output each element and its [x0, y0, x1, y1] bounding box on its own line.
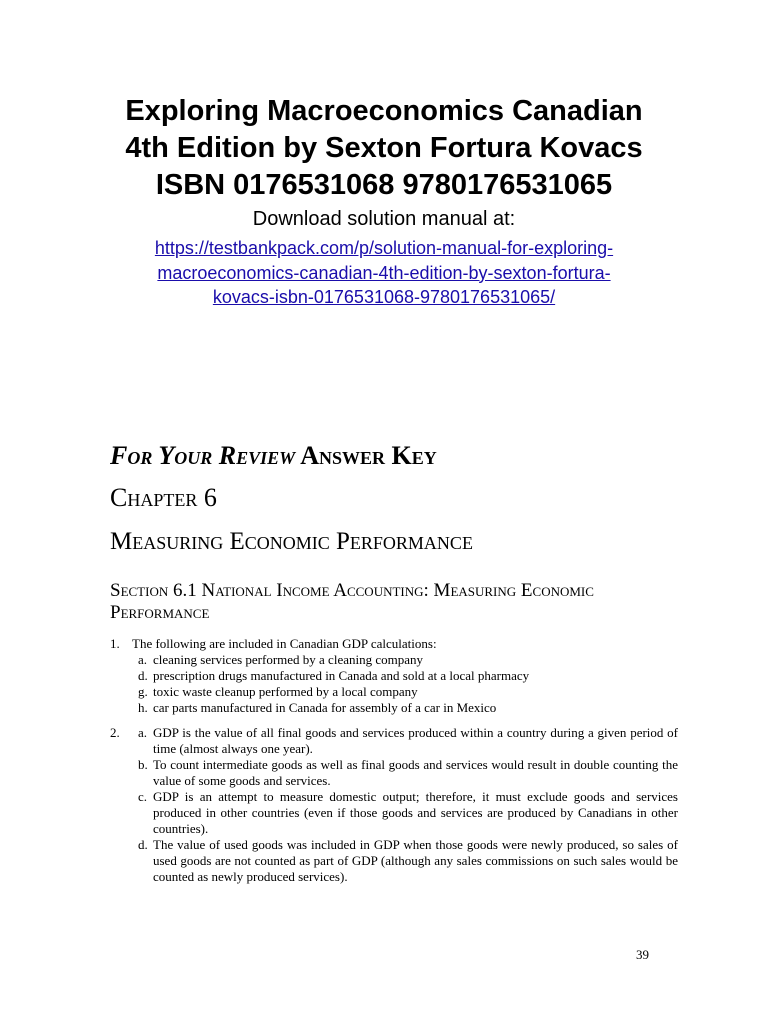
document-title [60, 93, 708, 204]
item-text: GDP is an attempt to measure domestic output; therefore, it must exclude goods and services produced in other countries (even if those goods and services are produced by Canadians in other countries). [153, 789, 678, 836]
item-text: cleaning services performed by a cleaning company [153, 652, 423, 667]
title-line: ISBN 0176531068 9780176531065 [155, 169, 613, 201]
review-heading [110, 440, 437, 472]
review-heading-italic: For Your Review [110, 441, 296, 470]
link-line[interactable]: https://testbankpack.com/p/solution-manual-for-exploring- [154, 238, 614, 258]
question-2 [110, 725, 678, 885]
item-text: toxic waste cleanup performed by a local company [153, 684, 418, 699]
item-letter: a. [138, 652, 148, 667]
question-number: 1. [110, 636, 120, 651]
answer-item [110, 789, 678, 837]
item-text: car parts manufactured in Canada for assembly of a car in Mexico [153, 700, 497, 715]
item-text: GDP is the value of all final goods and services produced within a country during a given period of time (almost always one year). [153, 725, 678, 756]
list-item [138, 668, 680, 684]
list-item [138, 652, 680, 668]
question-number: 2. [110, 725, 120, 740]
title-line: 4th Edition by Sexton Fortura Kovacs [125, 132, 643, 164]
solution-manual-link[interactable] [40, 236, 728, 310]
item-letter: c. [138, 789, 148, 804]
item-letter: h. [138, 700, 148, 715]
link-line[interactable]: macroeconomics-canadian-4th-edition-by-sexton-fortura- [157, 262, 611, 283]
answer-item [110, 757, 678, 789]
list-item [138, 684, 680, 700]
answer-item [110, 725, 678, 757]
title-line: Exploring Macroeconomics Canadian [125, 95, 643, 127]
question-text: The following are included in Canadian GDP calculations: [132, 636, 437, 651]
item-text: prescription drugs manufactured in Canada and sold at a local pharmacy [153, 668, 530, 683]
item-letter: a. [138, 725, 148, 740]
chapter-title: Measuring Economic Performance [110, 528, 473, 555]
item-letter: b. [138, 757, 148, 772]
item-text: To count intermediate goods as well as final goods and services would result in double counting the value of some goods and services. [153, 757, 678, 788]
item-letter: d. [138, 837, 148, 852]
review-heading-rest: Answer Key [295, 441, 437, 470]
chapter-heading: Chapter 6 [110, 483, 217, 512]
download-label: Download solution manual at: [252, 208, 516, 230]
answer-item [110, 837, 678, 885]
item-letter: g. [138, 684, 148, 699]
question-1 [110, 636, 680, 716]
link-line[interactable]: kovacs-isbn-0176531068-9780176531065/ [212, 287, 556, 307]
list-item [138, 700, 680, 716]
section-heading: Section 6.1 National Income Accounting: Measuring Economic Performance [110, 580, 594, 623]
page-number: 39 [636, 947, 649, 962]
item-text: The value of used goods was included in GDP when those goods were newly produced, so sales of used goods are not counted as part of GDP (although any sales commissions on such sales would be counted as newly produced services). [153, 837, 678, 884]
item-letter: d. [138, 668, 148, 683]
